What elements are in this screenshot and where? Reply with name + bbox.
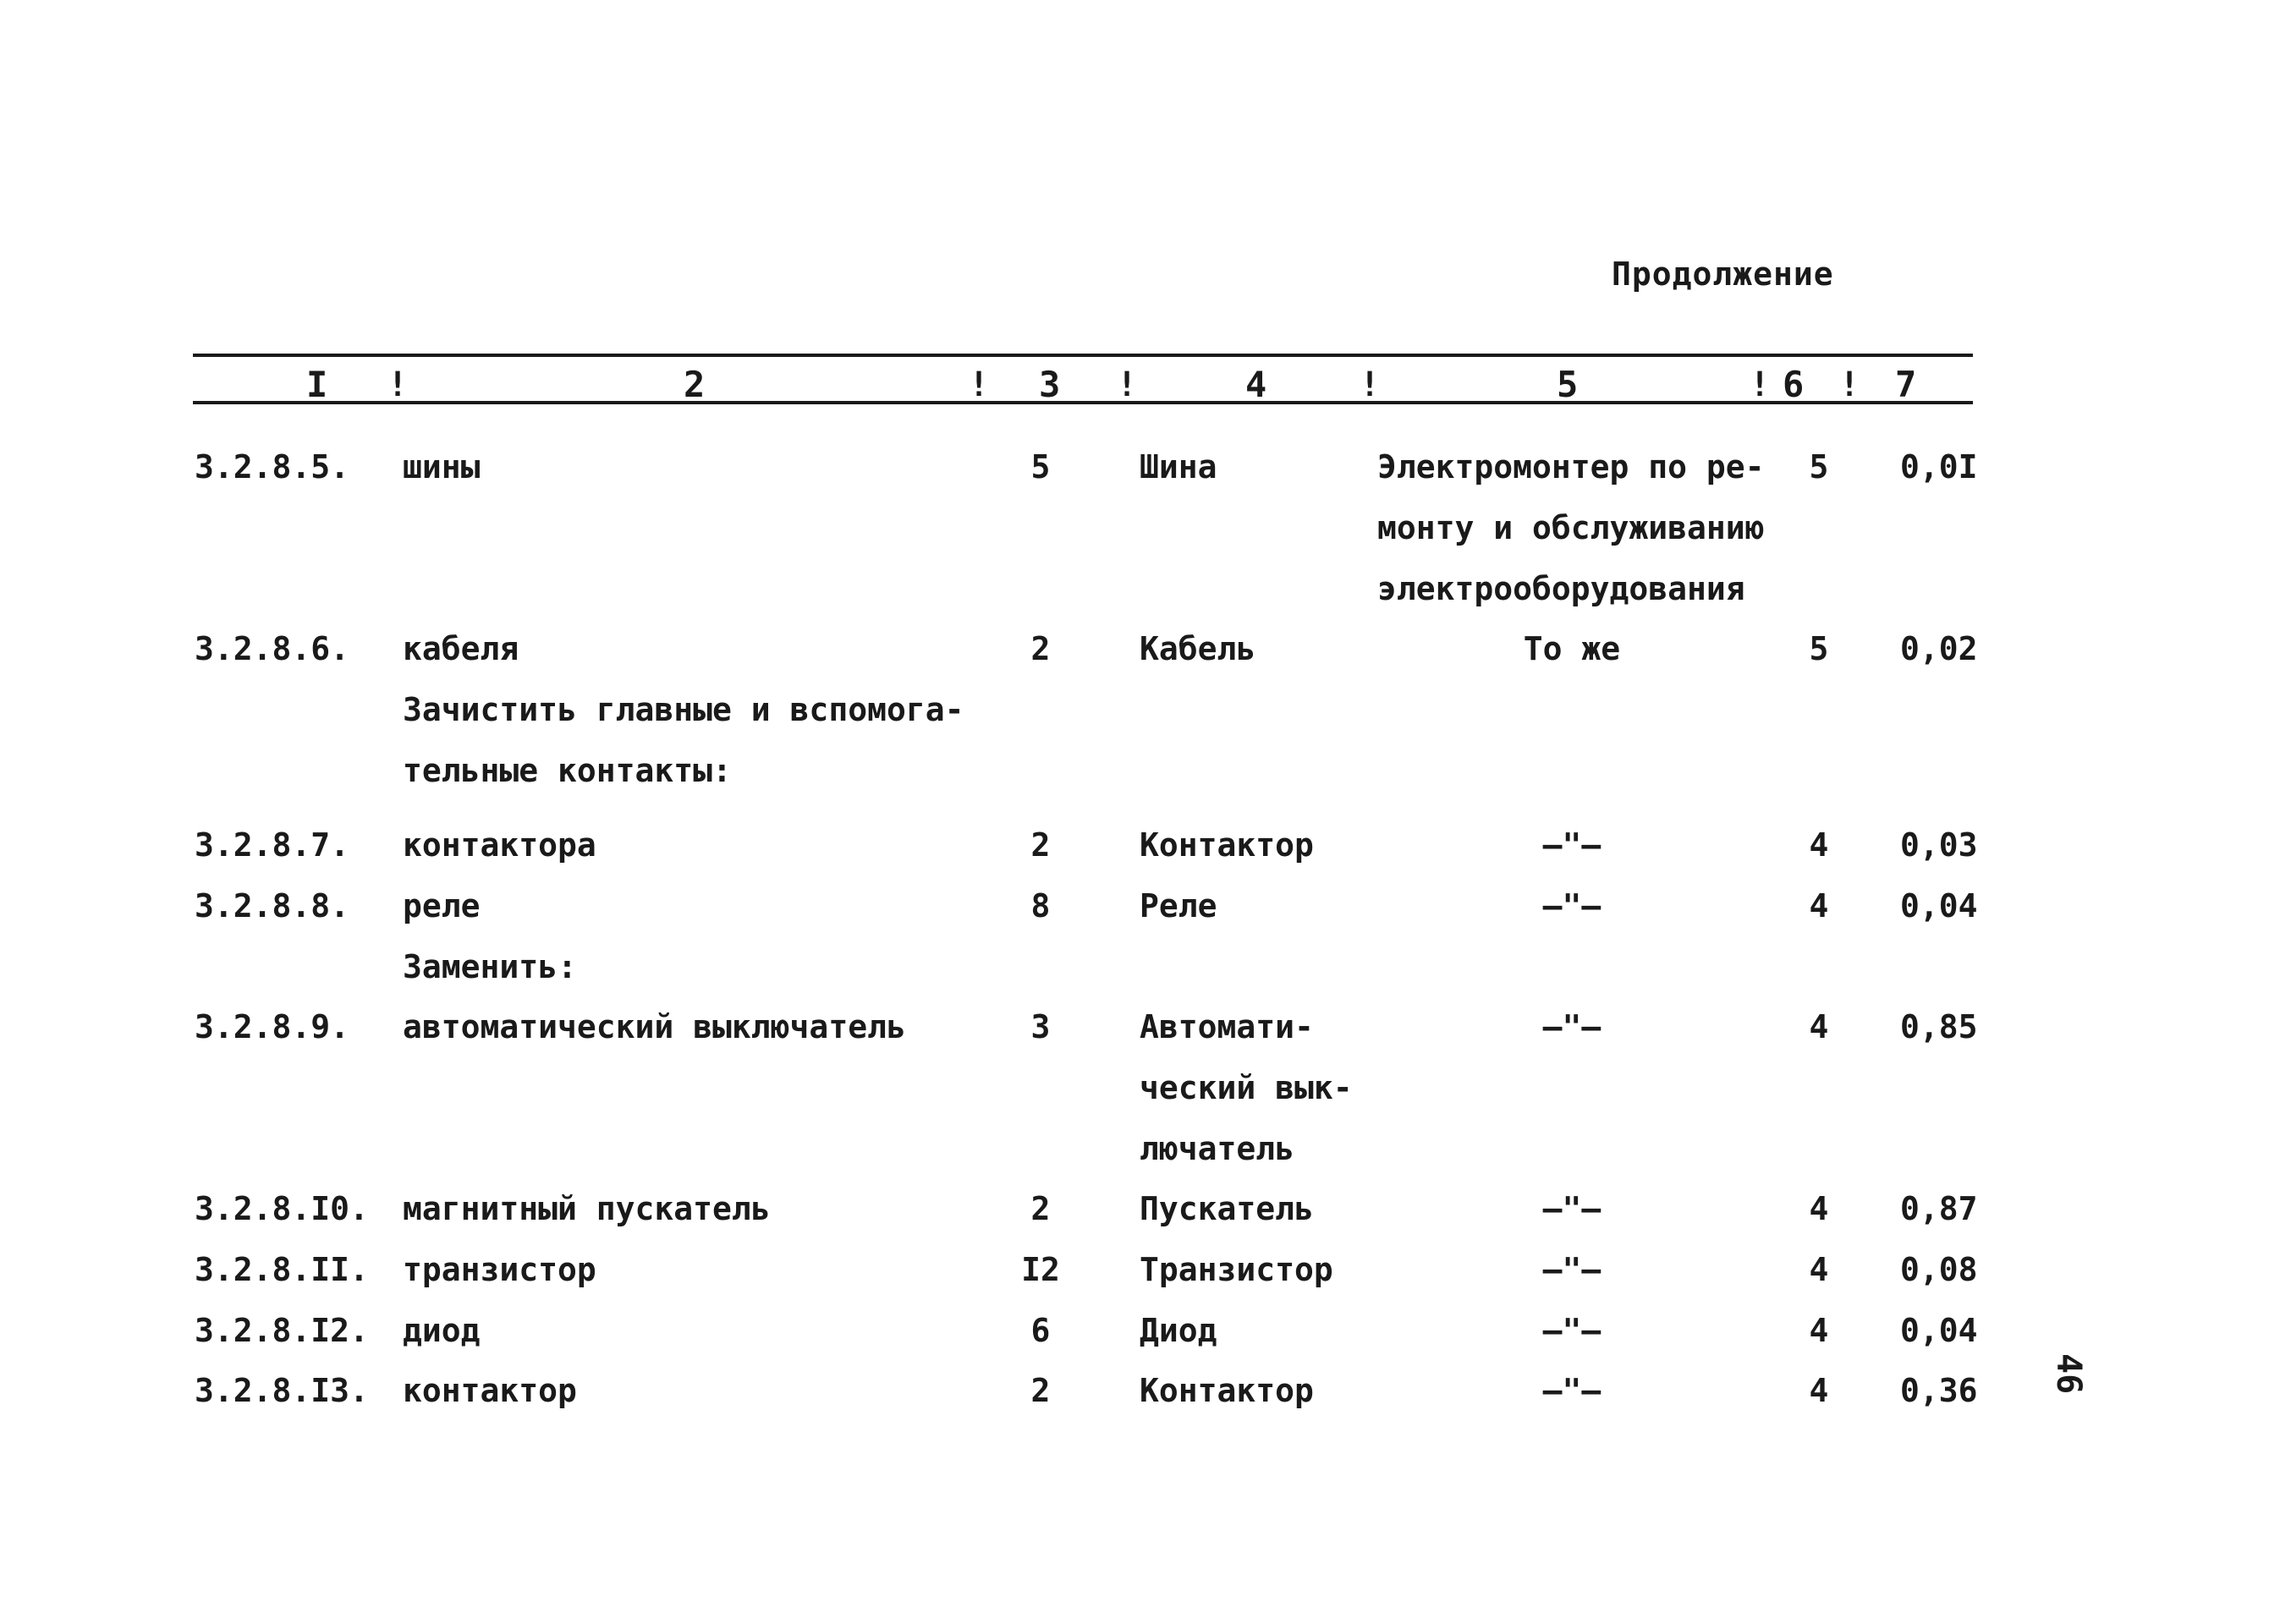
row-worker: –"– — [1542, 1312, 1601, 1349]
row-col7: 0,87 — [1900, 1190, 1978, 1227]
row-object: Пускатель — [1140, 1190, 1314, 1227]
row-object: Транзистор — [1140, 1251, 1333, 1288]
row-quantity: 2 — [1030, 630, 1051, 667]
row-code: 3.2.8.9. — [195, 1008, 350, 1045]
row-worker: То же — [1523, 630, 1621, 667]
row-item: транзистор — [403, 1251, 596, 1288]
table-row — [0, 1360, 2269, 1546]
row-item: контактора — [403, 826, 596, 864]
row-worker: –"– — [1542, 1372, 1601, 1409]
header-separator: ! — [387, 365, 409, 404]
header-col-7: 7 — [1895, 364, 1917, 405]
row-worker: –"– — [1542, 826, 1601, 864]
header-col-4: 4 — [1245, 364, 1267, 405]
row-quantity: 8 — [1030, 887, 1051, 924]
row-quantity: 2 — [1030, 826, 1051, 864]
table-top-rule — [193, 354, 1973, 357]
row-code: 3.2.8.6. — [195, 630, 350, 667]
row-code: 3.2.8.5. — [195, 448, 350, 486]
header-separator: ! — [1750, 365, 1771, 404]
row-col6: 4 — [1809, 826, 1829, 864]
row-quantity: 5 — [1030, 448, 1051, 486]
row-col7: 0,08 — [1900, 1251, 1978, 1288]
row-item: шины — [403, 448, 481, 486]
header-separator: ! — [1839, 365, 1860, 404]
row-col7: 0,04 — [1900, 1312, 1978, 1349]
row-col7: 0,02 — [1900, 630, 1978, 667]
row-object: Кабель — [1140, 630, 1256, 667]
row-object: Диод — [1140, 1312, 1217, 1349]
table-row — [0, 436, 2269, 623]
row-code: 3.2.8.7. — [195, 826, 350, 864]
table-header-rule — [193, 401, 1973, 404]
row-item: реле Заменить: — [403, 887, 577, 985]
row-object: Контактор — [1140, 826, 1314, 864]
row-item: контактор — [403, 1372, 577, 1409]
row-object: Шина — [1140, 448, 1217, 486]
row-item: автоматический выключатель — [403, 1008, 906, 1045]
row-worker: –"– — [1542, 1190, 1601, 1227]
row-col7: 0,85 — [1900, 1008, 1978, 1045]
page-number: 46 — [2049, 1353, 2088, 1395]
header-col-6: 6 — [1783, 364, 1805, 405]
row-code: 3.2.8.I3. — [195, 1372, 369, 1409]
row-quantity: I2 — [1021, 1251, 1060, 1288]
row-col7: 0,03 — [1900, 826, 1978, 864]
row-object: Контактор — [1140, 1372, 1314, 1409]
header-col-3: 3 — [1039, 364, 1061, 405]
row-col6: 4 — [1809, 887, 1829, 924]
row-worker: –"– — [1542, 887, 1601, 924]
row-code: 3.2.8.I2. — [195, 1312, 369, 1349]
table-row — [0, 618, 2269, 804]
row-worker: Электромонтер по ре- монту и обслуживанию электрооборудования — [1377, 448, 1765, 607]
row-item: магнитный пускатель — [403, 1190, 771, 1227]
row-quantity: 6 — [1030, 1312, 1051, 1349]
row-object: Автомати- ческий вык- лючатель — [1140, 1008, 1353, 1167]
row-code: 3.2.8.II. — [195, 1251, 369, 1288]
row-col6: 5 — [1809, 630, 1829, 667]
continuation-heading: Продолжение — [1612, 255, 1834, 293]
row-col7: 0,04 — [1900, 887, 1978, 924]
header-separator: ! — [1117, 365, 1138, 404]
table-row — [0, 996, 2269, 1182]
row-col7: 0,36 — [1900, 1372, 1978, 1409]
row-worker: –"– — [1542, 1251, 1601, 1288]
row-quantity: 2 — [1030, 1190, 1051, 1227]
row-code: 3.2.8.8. — [195, 887, 350, 924]
row-item: диод — [403, 1312, 481, 1349]
row-quantity: 2 — [1030, 1372, 1051, 1409]
header-separator: ! — [969, 365, 990, 404]
header-col-5: 5 — [1557, 364, 1579, 405]
row-item: кабеля Зачистить главные и вспомога- тельные контакты: — [403, 630, 964, 789]
row-col6: 4 — [1809, 1008, 1829, 1045]
row-col6: 4 — [1809, 1372, 1829, 1409]
row-col6: 5 — [1809, 448, 1829, 486]
row-col6: 4 — [1809, 1312, 1829, 1349]
row-worker: –"– — [1542, 1008, 1601, 1045]
header-col-1: I — [306, 364, 328, 405]
row-col6: 4 — [1809, 1251, 1829, 1288]
row-object: Реле — [1140, 887, 1217, 924]
row-col7: 0,0I — [1900, 448, 1978, 486]
row-code: 3.2.8.I0. — [195, 1190, 369, 1227]
row-col6: 4 — [1809, 1190, 1829, 1227]
row-quantity: 3 — [1030, 1008, 1051, 1045]
header-col-2: 2 — [684, 364, 706, 405]
header-separator: ! — [1360, 365, 1381, 404]
